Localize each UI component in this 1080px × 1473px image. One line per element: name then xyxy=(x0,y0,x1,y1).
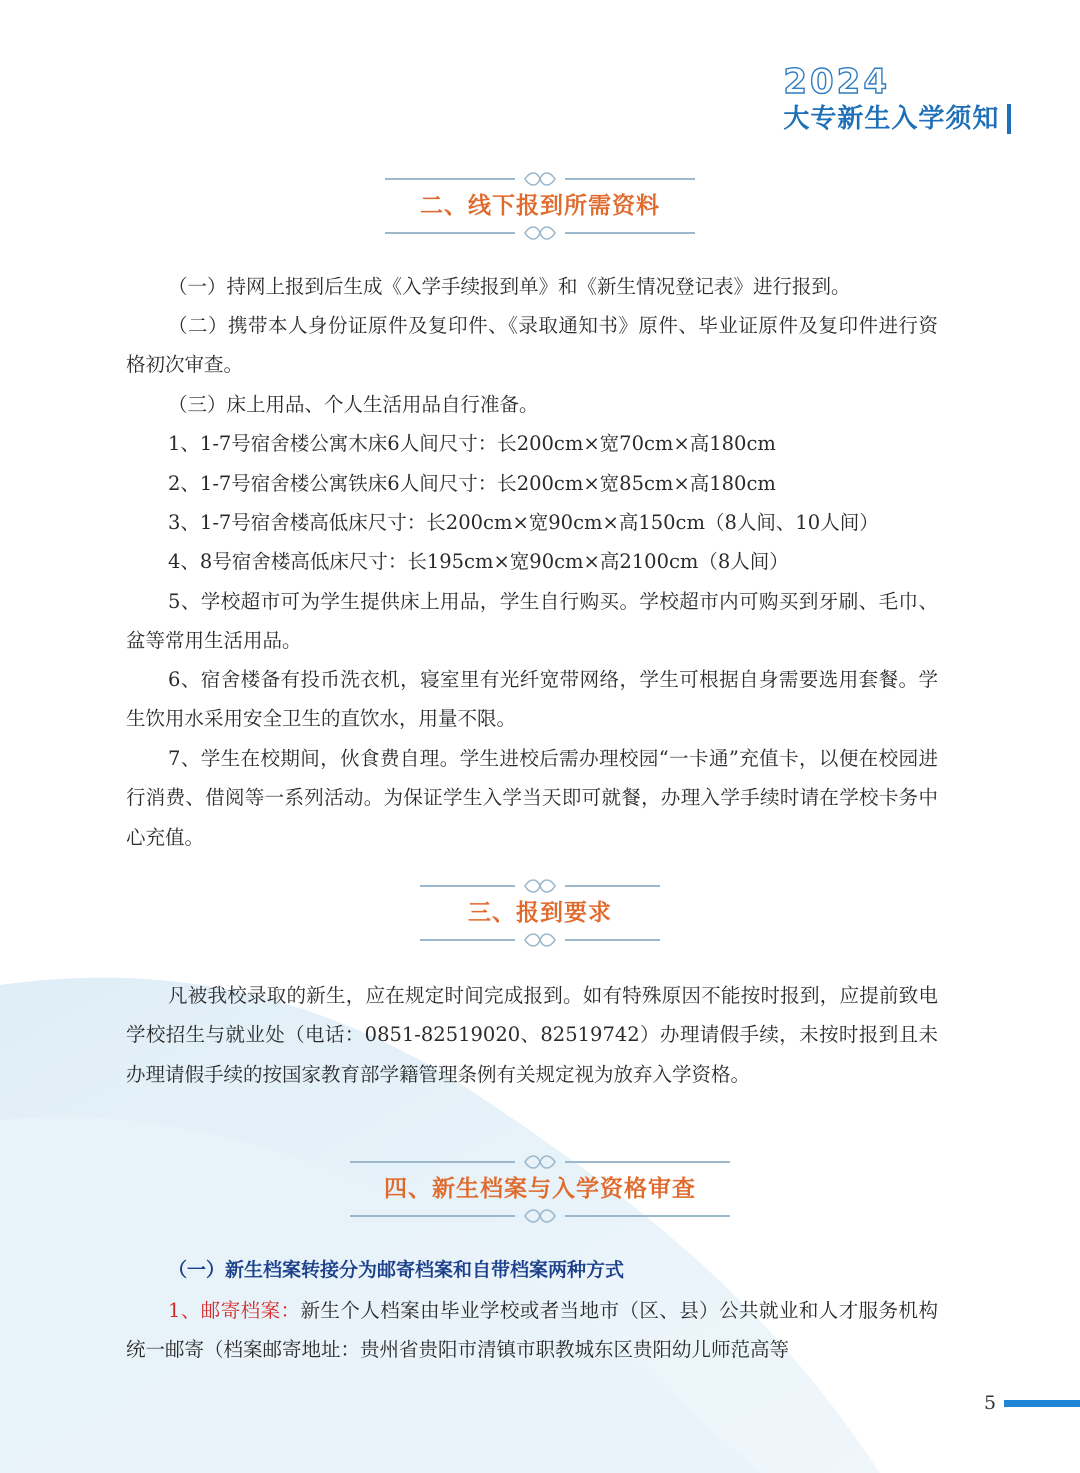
paragraph: 6、宿舍楼备有投币洗衣机，寝室里有光纤宽带网络，学生可根据自身需要选用套餐。学生饮用水采用安全卫生的直饮水，用量不限。 xyxy=(126,668,938,731)
page-number: 5 xyxy=(984,1392,997,1414)
ornament-top-icon xyxy=(385,170,695,188)
section-heading-2 xyxy=(0,170,1080,242)
section-heading-3 xyxy=(0,877,1080,949)
paragraph: 4、8号宿舍楼高低床尺寸：长195cm×宽90cm×高2100cm（8人间） xyxy=(168,550,789,573)
header-title-row xyxy=(783,102,1014,136)
paragraph xyxy=(126,1291,938,1370)
section-title: 二、线下报到所需资料 xyxy=(420,193,660,219)
header-year: 2024 xyxy=(783,62,890,102)
paragraph: 2、1-7号宿舍楼公寓铁床6人间尺寸：长200cm×宽85cm×高180cm xyxy=(168,472,776,495)
paragraph: 1、1-7号宿舍楼公寓木床6人间尺寸：长200cm×宽70cm×高180cm xyxy=(168,432,776,455)
section-title: 四、新生档案与入学资格审查 xyxy=(384,1176,696,1202)
paragraph: （一）持网上报到后生成《入学手续报到单》和《新生情况登记表》进行报到。 xyxy=(168,275,851,298)
ornament-bottom-icon xyxy=(350,1207,730,1225)
header xyxy=(783,62,1014,136)
paragraph: 5、学校超市可为学生提供床上用品，学生自行购买。学校超市内可购买到牙刷、毛巾、盆等常用生活用品。 xyxy=(126,590,938,653)
section-title: 三、报到要求 xyxy=(468,900,612,926)
ornament-top-icon xyxy=(420,877,660,895)
ornament-bottom-icon xyxy=(385,224,695,242)
ornament-bottom-icon xyxy=(420,931,660,949)
paragraph: 3、1-7号宿舍楼高低床尺寸：长200cm×宽90cm×高150cm（8人间、10人间） xyxy=(168,511,879,534)
paragraph: （二）携带本人身份证原件及复印件、《录取通知书》原件、毕业证原件及复印件进行资格初次审查。 xyxy=(126,314,938,377)
item-text: 新生个人档案由毕业学校或者当地市（区、县）公共就业和人才服务机构统一邮寄（档案邮寄地址：贵州省贵阳市清镇市职教城东区贵阳幼儿师范高等 xyxy=(126,1299,938,1362)
header-title: 大专新生入学须知 xyxy=(783,104,1000,134)
ornament-top-icon xyxy=(350,1153,730,1171)
page-accent-bar xyxy=(1004,1400,1080,1407)
paragraph: 7、学生在校期间，伙食费自理。学生进校后需办理校园“一卡通”充值卡，以便在校园进行消费、借阅等一系列活动。为保证学生入学当天即可就餐，办理入学手续时请在学校卡务中心充值。 xyxy=(126,747,938,849)
header-accent-bar xyxy=(1007,104,1011,134)
paragraph: （三）床上用品、个人生活用品自行准备。 xyxy=(168,393,539,416)
item-label: 1、邮寄档案： xyxy=(168,1299,301,1322)
section-heading-4 xyxy=(0,1153,1080,1225)
subheading: （一）新生档案转接分为邮寄档案和自带档案两种方式 xyxy=(168,1259,625,1281)
paragraph: 凡被我校录取的新生，应在规定时间完成报到。如有特殊原因不能按时报到，应提前致电学校招生与就业处（电话：0851-82519020、82519742）办理请假手续，未按时报到且未办理请假手续的按国家教育部学籍管理条例有关规定视为放弃入学资格。 xyxy=(126,984,938,1086)
